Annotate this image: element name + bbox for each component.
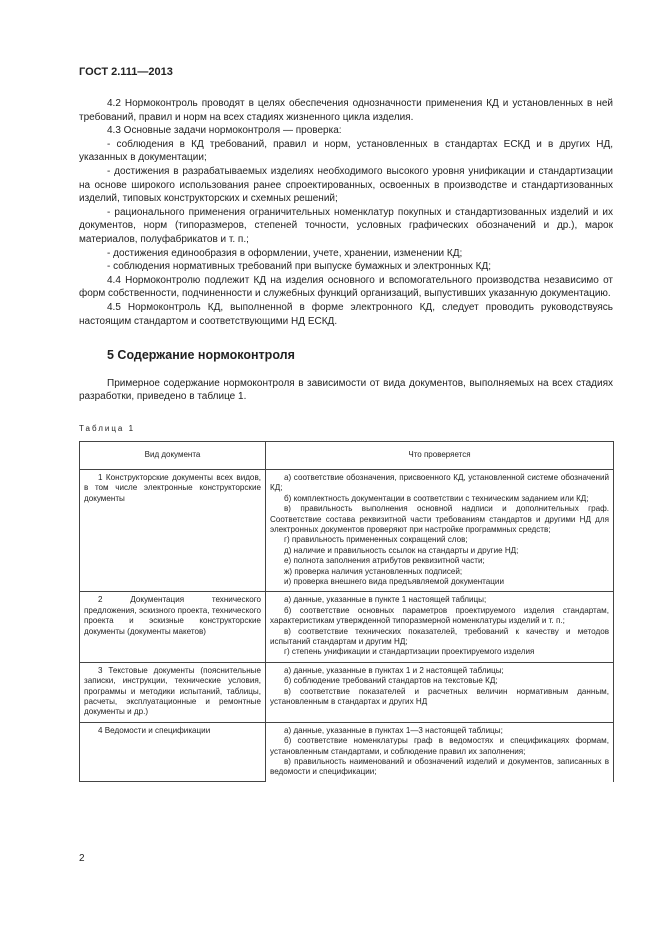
check-item: б) соответствие номенклатуры граф в ведомостях и спецификациях формам, установленным стандартами, и соблюдение правил их заполнения; [270, 736, 609, 756]
doc-type-cell: 3 Текстовые документы (пояснительные записки, инструкции, технические условия, программы и методики испытаний, таблицы, расчеты, эксплуатационные и ремонтные документы и др.) [80, 662, 266, 722]
table-row [80, 469, 614, 591]
check-item: а) данные, указанные в пункте 1 настоящей таблицы; [284, 595, 487, 605]
doc-type-cell: 1 Конструкторские документы всех видов, в том числе электронные конструкторские документы [80, 469, 266, 591]
list-item: - рационального применения ограничительных номенклатур покупных и стандартизованных изделий и их документов, норм (типоразмеров, степеней точности, условных графических обозначений и др.), марок материалов, полуфабрикатов и т. п.; [79, 206, 613, 245]
check-item: в) правильность наименований и обозначений изделий и документов, записанных в ведомости и спецификации; [270, 757, 609, 777]
check-item: г) степень унификации и стандартизации проектируемого изделия [284, 647, 535, 657]
check-item: ж) проверка наличия установленных подписей; [284, 566, 463, 576]
doc-type-cell: 2 Документация технического предложения, эскизного проекта, технического проекта и эскизные конструкторские документы (документы макетов) [80, 592, 266, 662]
list-item: - достижения единообразия в оформлении, учете, хранении, изменении КД; [107, 247, 463, 259]
norm-control-table [79, 441, 614, 782]
check-item: в) правильность выполнения основной надписи и дополнительных граф. Соответствие состава реквизитной части требованиям стандартов и другими НД для электронных документов проверяют при настройке программных средств; [270, 504, 609, 534]
paragraph-4-4: 4.4 Нормоконтролю подлежит КД на изделия основного и вспомогательного производства независимо от форм собственности, подчиненности и служебных функций организаций, выпустивших указанную документацию. [79, 274, 613, 300]
check-item: а) соответствие обозначения, присвоенного КД, установленной системе обозначений КД; [270, 472, 609, 493]
check-item: в) соответствие показателей и расчетных величин нормативным данным, установленным в стандартах и других НД [270, 686, 609, 706]
check-item: д) наличие и правильность ссылок на стандарты и другие НД; [284, 545, 519, 555]
checks-cell [266, 469, 614, 591]
doc-type-cell: 4 Ведомости и спецификации [80, 722, 266, 782]
checks-cell [266, 662, 614, 722]
paragraph-4-3: 4.3 Основные задачи нормоконтроля — проверка: [107, 125, 342, 137]
list-item: - достижения в разрабатываемых изделиях необходимого высокого уровня унификации и стандартизации на основе широкого использования ранее спроектированных, освоенных в производстве и стандартизованных изделий, типовых конструкторских и схемных решений; [79, 165, 613, 205]
list-item: - соблюдения в КД требований, правил и норм, установленных в стандартах ЕСКД и в других НД, указанных в документации; [79, 138, 613, 164]
checks-cell [266, 592, 614, 662]
column-header-checks: Что проверяется [266, 442, 614, 469]
check-item: г) правильность примененных сокращений слов; [284, 535, 468, 545]
check-item: и) проверка внешнего вида предъявляемой документации [284, 576, 504, 586]
list-item: - соблюдения нормативных требований при выпуске бумажных и электронных КД; [107, 261, 492, 273]
check-item: б) комплектность документации в соответствии с техническим заданием или КД; [284, 493, 589, 503]
check-item: в) соответствие технических показателей, требований к качеству и методов испытаний стандартам и другим НД; [270, 626, 609, 646]
table-header-row [80, 442, 614, 469]
checks-cell [266, 722, 614, 782]
check-item: б) соответствие основных параметров проектируемого изделия стандартам, характеристикам утвержденной типоразмерной номенклатуры изделий и т. п.; [270, 605, 609, 626]
check-item: б) соблюдение требований стандартов на текстовые КД; [284, 676, 498, 686]
paragraph-4-2: 4.2 Нормоконтроль проводят в целях обеспечения однозначности применения КД и установленных в ней требований, правил и норм на всех стадиях жизненного цикла изделия. [79, 98, 613, 123]
page-header: ГОСТ 2.111—2013 [79, 66, 173, 78]
table-row [80, 592, 614, 662]
section-intro: Примерное содержание нормоконтроля в зависимости от вида документов, выполняемых на всех стадиях разработки, приведено в таблице 1. [79, 377, 613, 403]
table-row [80, 662, 614, 722]
table-caption: Таблица 1 [79, 423, 136, 433]
document-body [79, 97, 613, 782]
page-number: 2 [79, 853, 85, 864]
column-header-doc-type: Вид документа [80, 442, 266, 469]
table-row [80, 722, 614, 782]
check-item: а) данные, указанные в пунктах 1 и 2 настоящей таблицы; [284, 665, 504, 675]
check-item: е) полнота заполнения атрибутов реквизитной части; [284, 556, 485, 566]
check-item: а) данные, указанные в пунктах 1—3 настоящей таблицы; [284, 725, 503, 735]
section-title: 5 Содержание нормоконтроля [107, 348, 295, 363]
paragraph-4-5: 4.5 Нормоконтроль КД, выполненной в форме электронного КД, следует проводить руководствуясь настоящим стандартом и соответствующими НД ЕСКД. [79, 301, 613, 327]
